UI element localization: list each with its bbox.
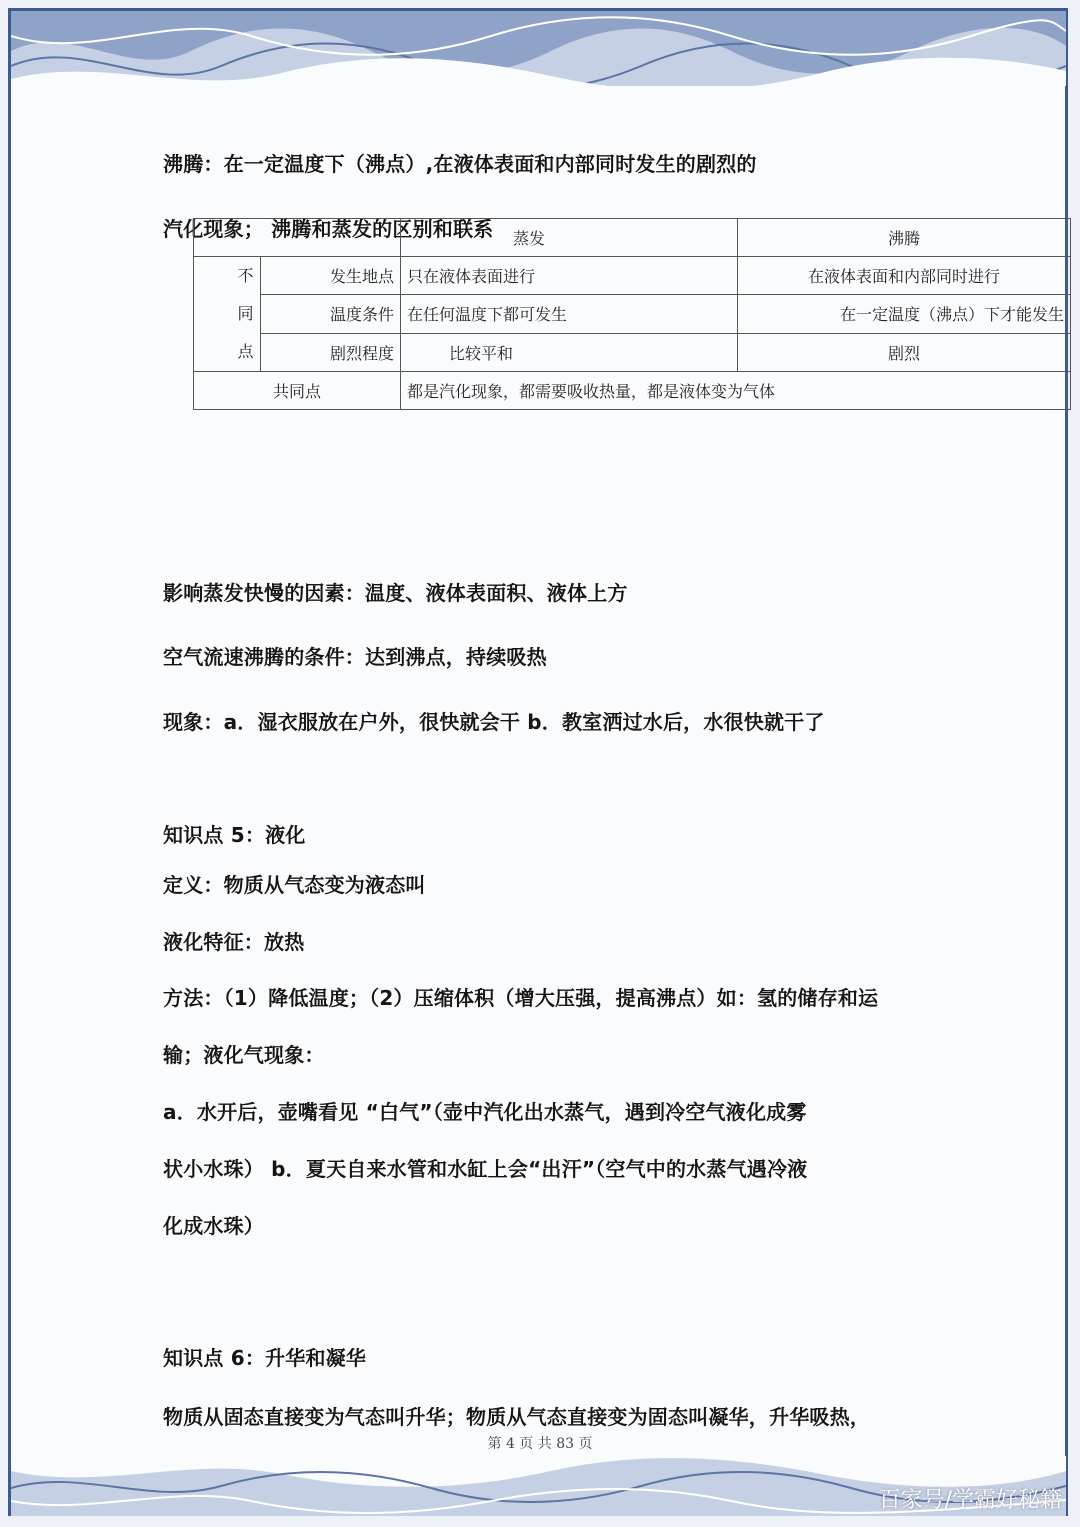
- watermark: 百家号/学霸好秘籍: [878, 1488, 1062, 1513]
- boiling-cell: 在液体表面和内部同时进行: [738, 257, 1071, 295]
- common-label-cell: 共同点: [194, 372, 401, 410]
- comparison-table: [193, 218, 1071, 410]
- section-heading: 知识点 5：液化: [163, 823, 306, 847]
- text-line: 现象：a．湿衣服放在户外，很快就会干 b．教室洒过水后，水很快就干了: [163, 710, 825, 734]
- top-wave-decoration: [11, 11, 1066, 86]
- table-header-row: [194, 219, 1071, 257]
- table-row: [194, 372, 1071, 410]
- section-heading: 知识点 6：升华和凝华: [163, 1346, 367, 1370]
- text-line: 化成水珠）: [163, 1214, 264, 1238]
- table-row: [194, 295, 1071, 333]
- text-line: 汽化现象； 沸腾和蒸发的区别和联系: [163, 217, 494, 241]
- row-label-cell: 剧烈程度: [260, 333, 400, 371]
- text-line: 状小水珠） b．夏天自来水管和水缸上会“出汗”（空气中的水蒸气遇冷液: [163, 1157, 808, 1181]
- row-label-cell: 温度条件: [260, 295, 400, 333]
- diff-label-char: 不: [237, 266, 254, 285]
- text-line: a．水开后，壶嘴看见 “白气”（壶中汽化出水蒸气，遇到冷空气液化成雾: [163, 1100, 807, 1124]
- diff-label-cell: [194, 257, 261, 372]
- page-number: 第 4 页 共 83 页: [487, 1436, 593, 1452]
- text-line: 液化特征：放热: [163, 930, 305, 954]
- boiling-cell: 剧烈: [738, 333, 1071, 371]
- diff-label-char: 点: [237, 342, 254, 361]
- common-text-cell: 都是汽化现象，都需要吸收热量，都是液体变为气体: [401, 372, 1071, 410]
- evaporation-cell: 只在液体表面进行: [401, 257, 738, 295]
- evaporation-cell: 在任何温度下都可发生: [401, 295, 738, 333]
- text-line: 沸腾：在一定温度下（沸点）,在液体表面和内部同时发生的剧烈的: [163, 152, 757, 176]
- diff-label-char: 同: [237, 304, 254, 323]
- text-line: 影响蒸发快慢的因素：温度、液体表面积、液体上方: [163, 581, 628, 605]
- text-line: 定义：物质从气态变为液态叫: [163, 873, 426, 897]
- text-line: 空气流速沸腾的条件：达到沸点，持续吸热: [163, 645, 547, 669]
- table-row: [194, 333, 1071, 371]
- table-header-cell: 沸腾: [738, 219, 1071, 257]
- text-line: 方法：（1）降低温度；（2）压缩体积（增大压强，提高沸点）如：氢的储存和运: [163, 986, 879, 1010]
- table-row: [194, 257, 1071, 295]
- text-line: 物质从固态直接变为气态叫升华；物质从气态直接变为固态叫凝华，升华吸热，: [163, 1405, 870, 1429]
- evaporation-cell: 比较平和: [401, 333, 738, 371]
- table-corner-cell: [194, 219, 401, 257]
- table-header-cell: 蒸发: [401, 219, 738, 257]
- boiling-cell: 在一定温度（沸点）下才能发生: [738, 295, 1071, 333]
- text-line: 输；液化气现象：: [163, 1043, 325, 1067]
- row-label-cell: 发生地点: [260, 257, 400, 295]
